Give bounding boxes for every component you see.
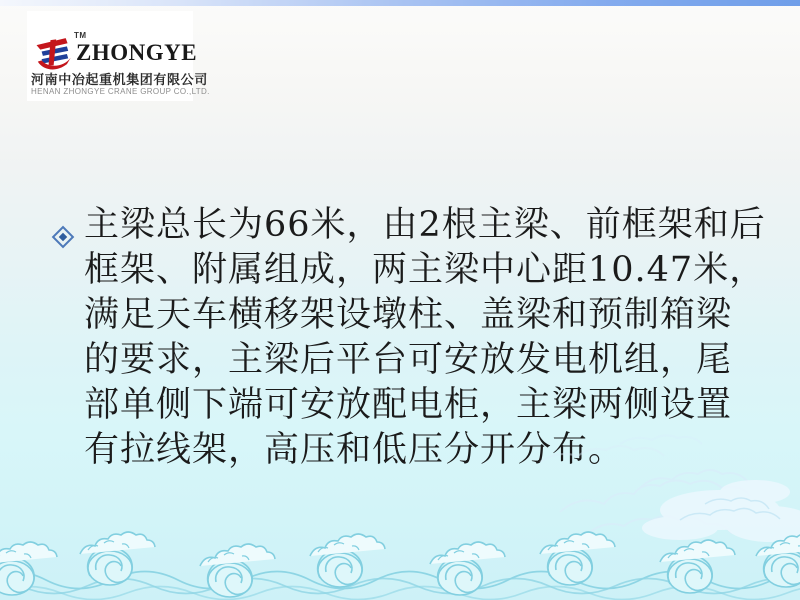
text-line: 部单侧下端可安放配电柜，主梁两侧设置 xyxy=(84,385,733,425)
brand-name: ZHONGYE xyxy=(76,40,198,65)
diamond-bullet-core xyxy=(59,233,67,241)
wave-band-decoration xyxy=(0,522,800,600)
company-name-chinese: 河南中冶起重机集团有限公司 xyxy=(31,72,208,87)
text-line: 主梁总长为66米，由2根主梁、前框架和后 xyxy=(84,205,766,245)
trademark-symbol: TM xyxy=(74,31,87,40)
company-name-english: HENAN ZHONGYE CRANE GROUP CO.,LTD. xyxy=(31,87,210,96)
text-line: 的要求，主梁后平台可安放发电机组，尾 xyxy=(84,340,733,380)
company-logo xyxy=(27,11,210,101)
text-line: 满足天车横移架设墩柱、盖梁和预制箱梁 xyxy=(84,295,733,335)
top-accent-bar xyxy=(0,0,800,6)
diamond-bullet-icon xyxy=(52,226,75,249)
text-line: 有拉线架，高压和低压分开分布。 xyxy=(84,430,625,470)
slide-body-text xyxy=(84,203,774,473)
text-line: 框架、附属组成，两主梁中心距10.47米， xyxy=(84,250,766,290)
zhongye-logo-icon xyxy=(34,35,72,73)
